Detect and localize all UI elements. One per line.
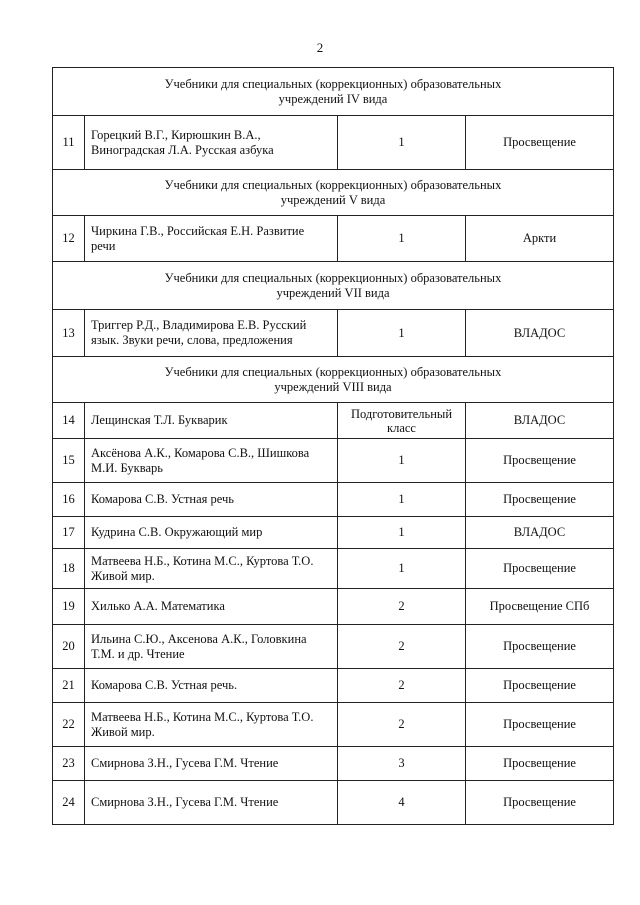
section-heading	[53, 357, 614, 403]
textbook-title: Лещинская Т.Л. Букварик	[85, 403, 338, 439]
row-number: 14	[53, 403, 85, 439]
publisher-cell: Просвещение	[466, 483, 614, 517]
textbook-title: Хилько А.А. Математика	[85, 589, 338, 625]
row-number: 12	[53, 216, 85, 262]
publisher-cell: Аркти	[466, 216, 614, 262]
table-row	[53, 589, 614, 625]
textbook-title: Комарова С.В. Устная речь.	[85, 669, 338, 703]
section-heading-row	[53, 68, 614, 116]
textbook-title: Комарова С.В. Устная речь	[85, 483, 338, 517]
section-heading-text: Учебники для специальных (коррекционных) образовательных учреждений VII вида	[164, 270, 502, 300]
grade-cell: 2	[338, 625, 466, 669]
publisher-cell: Просвещение	[466, 703, 614, 747]
row-number: 24	[53, 781, 85, 825]
grade-cell: Подготовительный класс	[338, 403, 466, 439]
textbook-title: Смирнова З.Н., Гусева Г.М. Чтение	[85, 747, 338, 781]
table-row	[53, 747, 614, 781]
table-row	[53, 403, 614, 439]
grade-cell: 1	[338, 310, 466, 357]
row-number: 13	[53, 310, 85, 357]
publisher-cell: ВЛАДОС	[466, 517, 614, 549]
section-heading-row	[53, 262, 614, 310]
grade-cell: 2	[338, 669, 466, 703]
publisher-cell: Просвещение СПб	[466, 589, 614, 625]
row-number: 19	[53, 589, 85, 625]
section-heading-text: Учебники для специальных (коррекционных) образовательных учреждений IV вида	[164, 76, 502, 106]
table-row	[53, 310, 614, 357]
grade-cell: 1	[338, 116, 466, 170]
section-heading	[53, 170, 614, 216]
table-row	[53, 625, 614, 669]
row-number: 18	[53, 549, 85, 589]
section-heading-text: Учебники для специальных (коррекционных) образовательных учреждений VIII вида	[164, 364, 502, 394]
table-row	[53, 116, 614, 170]
grade-cell: 1	[338, 483, 466, 517]
publisher-cell: Просвещение	[466, 439, 614, 483]
grade-cell: 1	[338, 549, 466, 589]
textbook-title: Триггер Р.Д., Владимирова Е.В. Русский язык. Звуки речи, слова, предложения	[85, 310, 338, 357]
section-heading	[53, 68, 614, 116]
row-number: 22	[53, 703, 85, 747]
table-row	[53, 439, 614, 483]
grade-cell: 2	[338, 589, 466, 625]
grade-cell: 4	[338, 781, 466, 825]
textbook-title: Матвеева Н.Б., Котина М.С., Куртова Т.О. Живой мир.	[85, 549, 338, 589]
publisher-cell: ВЛАДОС	[466, 403, 614, 439]
row-number: 23	[53, 747, 85, 781]
grade-cell: 1	[338, 216, 466, 262]
textbook-title: Ильина С.Ю., Аксенова А.К., Головкина Т.М. и др. Чтение	[85, 625, 338, 669]
section-heading-row	[53, 170, 614, 216]
row-number: 11	[53, 116, 85, 170]
grade-cell: 3	[338, 747, 466, 781]
grade-cell: 1	[338, 439, 466, 483]
page-number: 2	[316, 40, 324, 55]
table-row	[53, 483, 614, 517]
section-heading-row	[53, 357, 614, 403]
textbook-title: Аксёнова А.К., Комарова С.В., Шишкова М.И. Букварь	[85, 439, 338, 483]
table-row	[53, 669, 614, 703]
textbook-table	[52, 67, 614, 825]
textbook-title: Кудрина С.В. Окружающий мир	[85, 517, 338, 549]
table-row	[53, 781, 614, 825]
textbook-title: Смирнова З.Н., Гусева Г.М. Чтение	[85, 781, 338, 825]
publisher-cell: Просвещение	[466, 116, 614, 170]
grade-cell: 1	[338, 517, 466, 549]
textbook-title: Чиркина Г.В., Российская Е.Н. Развитие речи	[85, 216, 338, 262]
row-number: 16	[53, 483, 85, 517]
section-heading-text: Учебники для специальных (коррекционных) образовательных учреждений V вида	[164, 177, 502, 207]
textbook-title: Горецкий В.Г., Кирюшкин В.А., Виноградская Л.А. Русская азбука	[85, 116, 338, 170]
table-row	[53, 517, 614, 549]
table-row	[53, 216, 614, 262]
publisher-cell: Просвещение	[466, 781, 614, 825]
publisher-cell: ВЛАДОС	[466, 310, 614, 357]
grade-cell: 2	[338, 703, 466, 747]
table-row	[53, 703, 614, 747]
row-number: 17	[53, 517, 85, 549]
textbook-title: Матвеева Н.Б., Котина М.С., Куртова Т.О. Живой мир.	[85, 703, 338, 747]
publisher-cell: Просвещение	[466, 669, 614, 703]
section-heading	[53, 262, 614, 310]
row-number: 15	[53, 439, 85, 483]
row-number: 20	[53, 625, 85, 669]
table-row	[53, 549, 614, 589]
publisher-cell: Просвещение	[466, 549, 614, 589]
row-number: 21	[53, 669, 85, 703]
publisher-cell: Просвещение	[466, 625, 614, 669]
publisher-cell: Просвещение	[466, 747, 614, 781]
